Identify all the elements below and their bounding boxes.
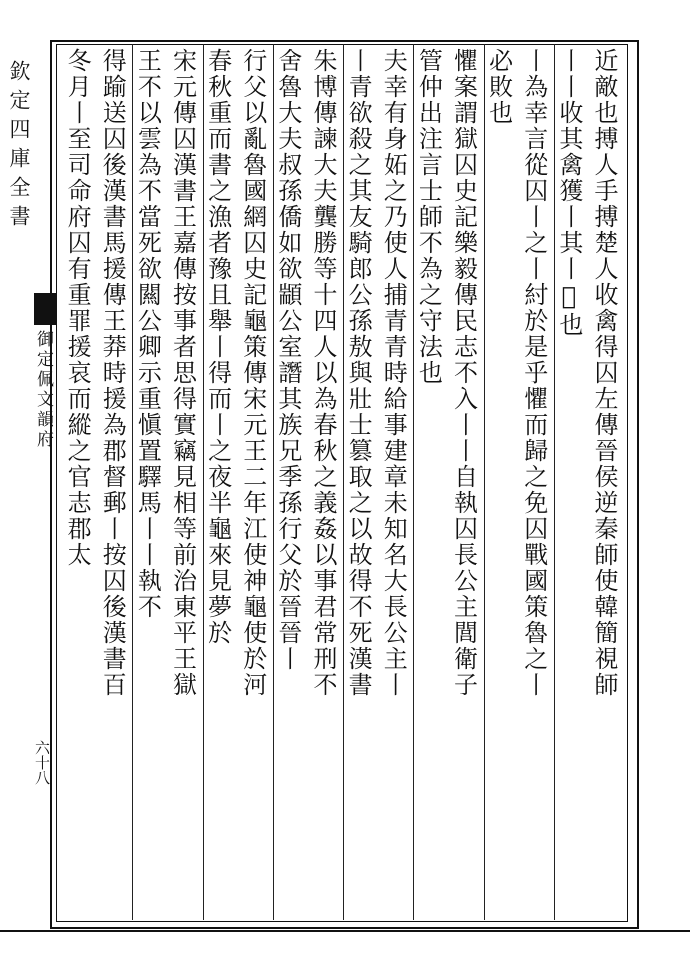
text-column: 舍魯大夫叔孫僑如欲顓公室譖其族兄季孫行父於晉晉丨 bbox=[273, 48, 302, 672]
text-column: 宋元傳囚漢書王嘉傳按事者思得實竊見相等前治東平王獄 bbox=[168, 48, 197, 698]
text-column: 丨青欲殺之其友騎郎公孫敖與壯士篡取之以故得不死漢書 bbox=[344, 48, 373, 698]
margin-subtitle: 御定佩文韻府 bbox=[33, 330, 53, 450]
text-column: 管仲出注言士師不為之守法也 bbox=[414, 48, 443, 386]
text-column: 夫幸有身妬之乃使人捕青青時給事建章未知名大長公主丨 bbox=[379, 48, 408, 698]
column-rule bbox=[554, 44, 555, 920]
page-number: 六十八 bbox=[33, 740, 51, 785]
text-column: 懼案謂獄囚史記樂毅傳民志不入丨丨自執囚長公主閭衛子 bbox=[449, 48, 478, 698]
column-rule bbox=[343, 44, 344, 920]
column-rule bbox=[203, 44, 204, 920]
bottom-rule bbox=[0, 930, 690, 932]
text-column: 春秋重而書之漁者豫且舉丨得而丨之夜半龜來見夢於 bbox=[203, 48, 232, 646]
column-rule bbox=[273, 44, 274, 920]
text-column: 必敗也 bbox=[484, 48, 513, 126]
text-column: 行父以亂魯國網囚史記龜策傳宋元王二年江使神龜使於河 bbox=[238, 48, 267, 698]
text-column: 近敵也搏人手搏楚人收禽得囚左傳晉侯逆秦師使韓簡視師 bbox=[590, 48, 618, 698]
text-column: 丨為幸言從囚丨之丨紂於是乎懼而歸之免囚戰國策魯之丨 bbox=[519, 48, 548, 698]
text-column: 丨丨收其禽獲丨其丨𢧐也 bbox=[554, 48, 583, 338]
text-column: 王不以雲為不當死欲闗公卿示重愼置驛馬丨丨執不 bbox=[133, 48, 162, 620]
text-column: 冬月丨至司命府囚有重罪援哀而縱之官志郡太 bbox=[63, 48, 92, 568]
column-rule bbox=[132, 44, 133, 920]
column-rule bbox=[484, 44, 485, 920]
margin-mark bbox=[34, 293, 56, 325]
margin-title: 欽定四庫全書 bbox=[7, 60, 31, 234]
column-rule bbox=[413, 44, 414, 920]
text-column: 朱博傳諫大夫龔勝等十四人以為春秋之義姦以事君常刑不 bbox=[309, 48, 337, 698]
text-column: 得踰送囚後漢書馬援傳王莽時援為郡督郵丨按囚後漢書百 bbox=[98, 48, 127, 698]
